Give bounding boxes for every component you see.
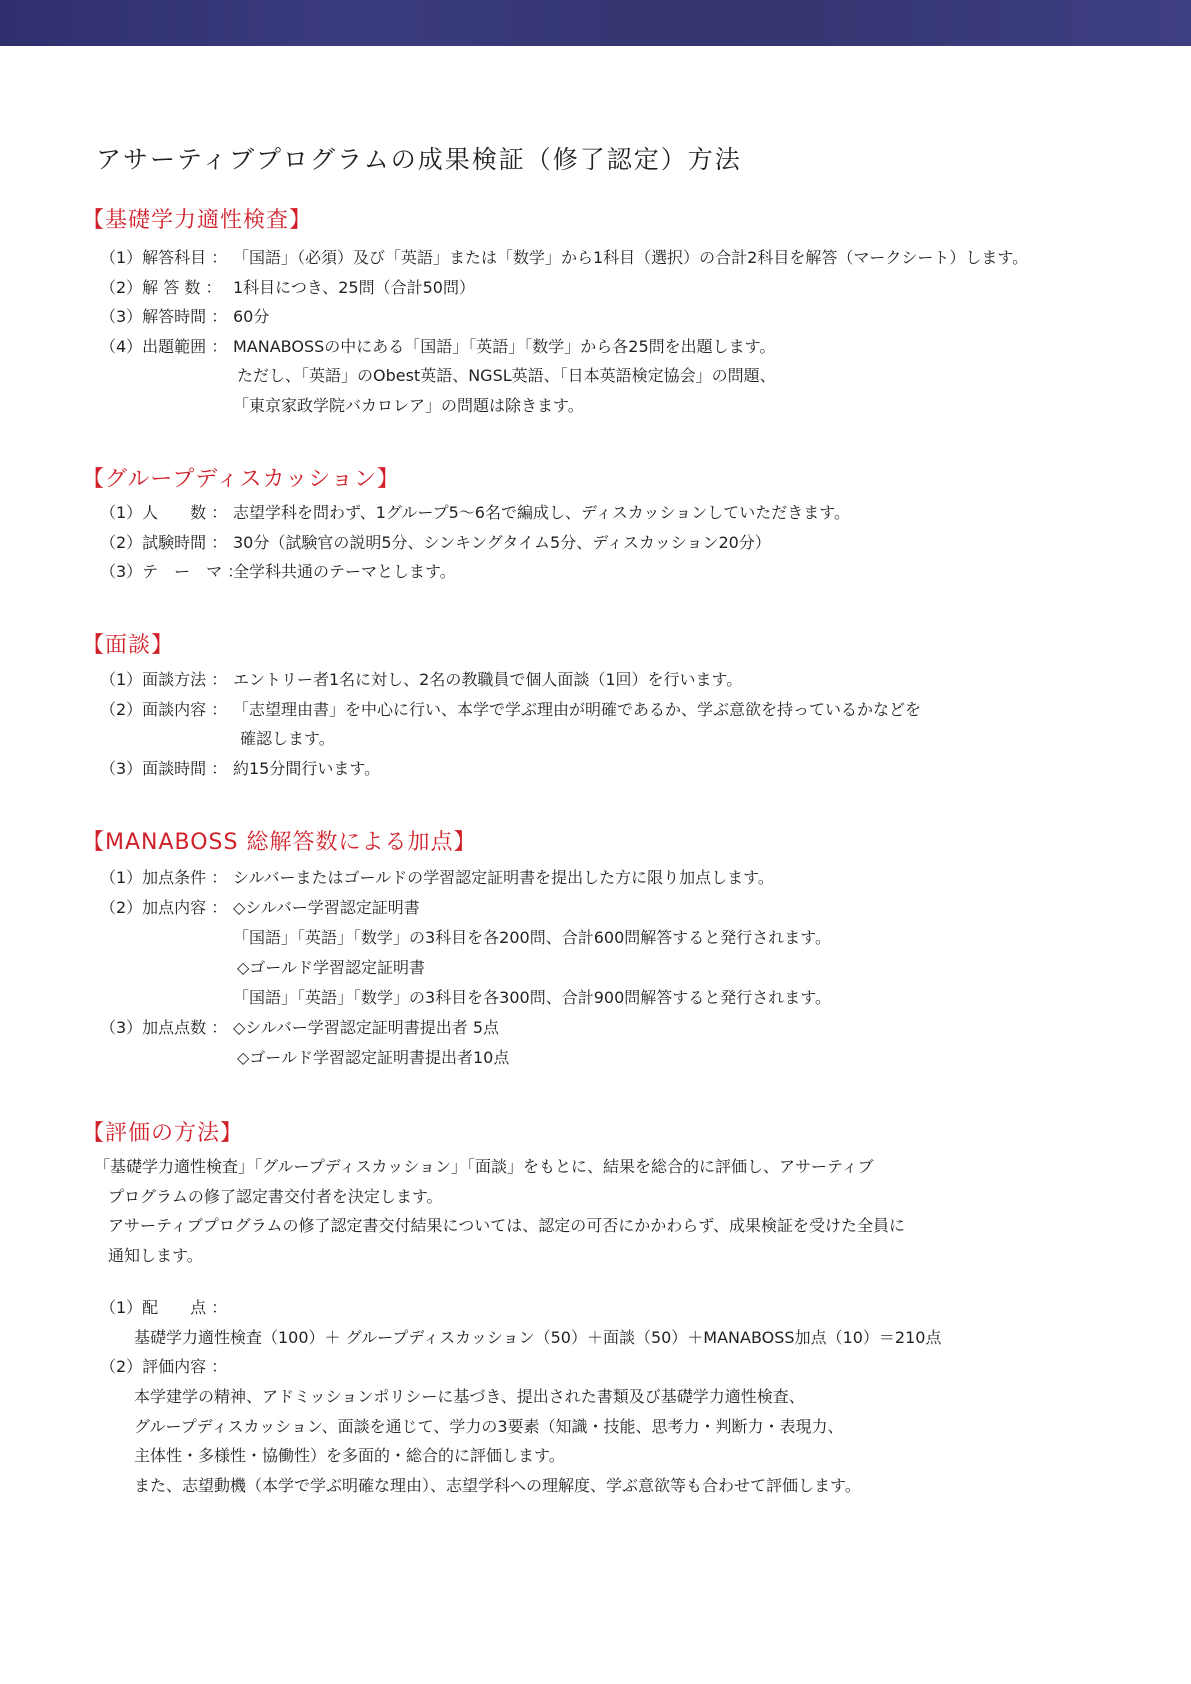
evaluation-paragraph-line-4: 通知します。 [108,1246,203,1265]
evaluation-item-1-label: （1）配 点 ： [100,1298,228,1317]
item-text: 約15分間行います。 [233,759,381,778]
discussion-item-1 [100,503,850,523]
section-heading-manaboss-bonus: 【MANABOSS 総解答数による加点】 [82,830,477,855]
aptitude-item-1 [100,248,1029,268]
aptitude-item-2 [100,278,475,298]
item-label: （3）加点点数 ： [100,1018,228,1037]
evaluation-item-2-line-2: グループディスカッション、面談を通じて、学力の3要素（知識・技能、思考力・判断力・表現力、 [134,1417,844,1436]
bonus-item-2-cont-2: ◇ゴールド学習認定証明書 [237,958,425,977]
item-label: （2）面談内容 ： [100,700,228,719]
evaluation-paragraph-line-1: 「基礎学力適性検査」「グループディスカッション」「面談」をもとに、結果を総合的に評価し、アサーティブ [94,1157,874,1176]
section-heading-aptitude-test: 【基礎学力適性検査】 [82,208,313,233]
bonus-item-2 [100,898,420,918]
bonus-item-1 [100,868,774,888]
discussion-item-2 [100,533,771,553]
item-text: シルバーまたはゴールドの学習認定証明書を提出した方に限り加点します。 [233,868,774,887]
item-label: （1）面談方法 ： [100,670,228,689]
evaluation-item-2-line-4: また、志望動機（本学で学ぶ明確な理由）、志望学科への理解度、学ぶ意欲等も合わせて評価します。 [134,1476,861,1495]
item-label: （1）人 数 ： [100,503,228,522]
item-label: （2）解 答 数 ： [100,278,222,297]
item-text: 30分（試験官の説明5分、シンキングタイム5分、ディスカッション20分） [233,533,771,552]
bonus-item-2-cont-1: 「国語」「英語」「数学」の3科目を各200問、合計600問解答すると発行されます。 [233,928,831,947]
interview-item-2-cont: 確認します。 [240,729,335,748]
bonus-item-3 [100,1018,500,1038]
interview-item-3 [100,759,381,779]
item-label: （3）テ ー マ ： [100,562,244,581]
item-label: （2）試験時間 ： [100,533,228,552]
item-label: （1）加点条件 ： [100,868,228,887]
section-heading-interview: 【面談】 [82,633,175,658]
item-text: エントリー者1名に対し、2名の教職員で個人面談（1回）を行います。 [233,670,743,689]
item-label: （3）面談時間 ： [100,759,228,778]
aptitude-item-4-cont-2: 「東京家政学院バカロレア」の問題は除きます。 [233,396,584,415]
evaluation-item-2-line-1: 本学建学の精神、アドミッションポリシーに基づき、提出された書類及び基礎学力適性検査、 [134,1387,805,1406]
item-label: （3）解答時間 ： [100,307,228,326]
interview-item-2 [100,700,922,720]
discussion-item-3 [100,562,456,582]
evaluation-paragraph-line-2: プログラムの修了認定書交付者を決定します。 [108,1187,443,1206]
item-text: 志望学科を問わず、1グループ5～6名で編成し、ディスカッションしていただきます。 [233,503,850,522]
aptitude-item-4-cont-1: ただし、「英語」のObest英語、NGSL英語、「日本英語検定協会」の問題、 [237,366,776,385]
item-text: 60分 [233,307,270,326]
interview-item-1 [100,670,743,690]
bonus-item-2-cont-3: 「国語」「英語」「数学」の3科目を各300問、合計900問解答すると発行されます。 [233,988,831,1007]
page-title: アサーティブプログラムの成果検証（修了認定）方法 [96,145,742,174]
section-heading-evaluation: 【評価の方法】 [82,1121,244,1146]
item-text: 「志望理由書」を中心に行い、本学で学ぶ理由が明確であるか、学ぶ意欲を持っているかなどを [233,700,922,719]
evaluation-item-1-text: 基礎学力適性検査（100）＋ グループディスカッション（50）＋面談（50）＋MANABOSS加点（10）＝210点 [134,1328,942,1347]
evaluation-paragraph-line-3: アサーティブプログラムの修了認定書交付結果については、認定の可否にかかわらず、成果検証を受けた全員に [108,1216,905,1235]
item-text: ◇シルバー学習認定証明書提出者 5点 [233,1018,500,1037]
section-heading-group-discussion: 【グループディスカッション】 [82,467,400,492]
evaluation-item-2-label: （2）評価内容 ： [100,1357,228,1376]
item-text: ◇シルバー学習認定証明書 [233,898,420,917]
item-label: （4）出題範囲 ： [100,337,228,356]
item-text: 全学科共通のテーマとします。 [233,562,456,581]
aptitude-item-4 [100,337,776,357]
item-text: 「国語」（必須）及び「英語」または「数学」から1科目（選択）の合計2科目を解答（マークシート）します。 [233,248,1029,267]
bonus-item-3-cont: ◇ゴールド学習認定証明書提出者10点 [237,1048,510,1067]
aptitude-item-3 [100,307,270,327]
item-text: 1科目につき、25問（合計50問） [233,278,475,297]
item-text: MANABOSSの中にある「国語」「英語」「数学」から各25問を出題します。 [233,337,776,356]
top-header-band [0,0,1191,46]
evaluation-item-2-line-3: 主体性・多様性・協働性）を多面的・総合的に評価します。 [134,1446,565,1465]
item-label: （1）解答科目 ： [100,248,228,267]
item-label: （2）加点内容 ： [100,898,228,917]
